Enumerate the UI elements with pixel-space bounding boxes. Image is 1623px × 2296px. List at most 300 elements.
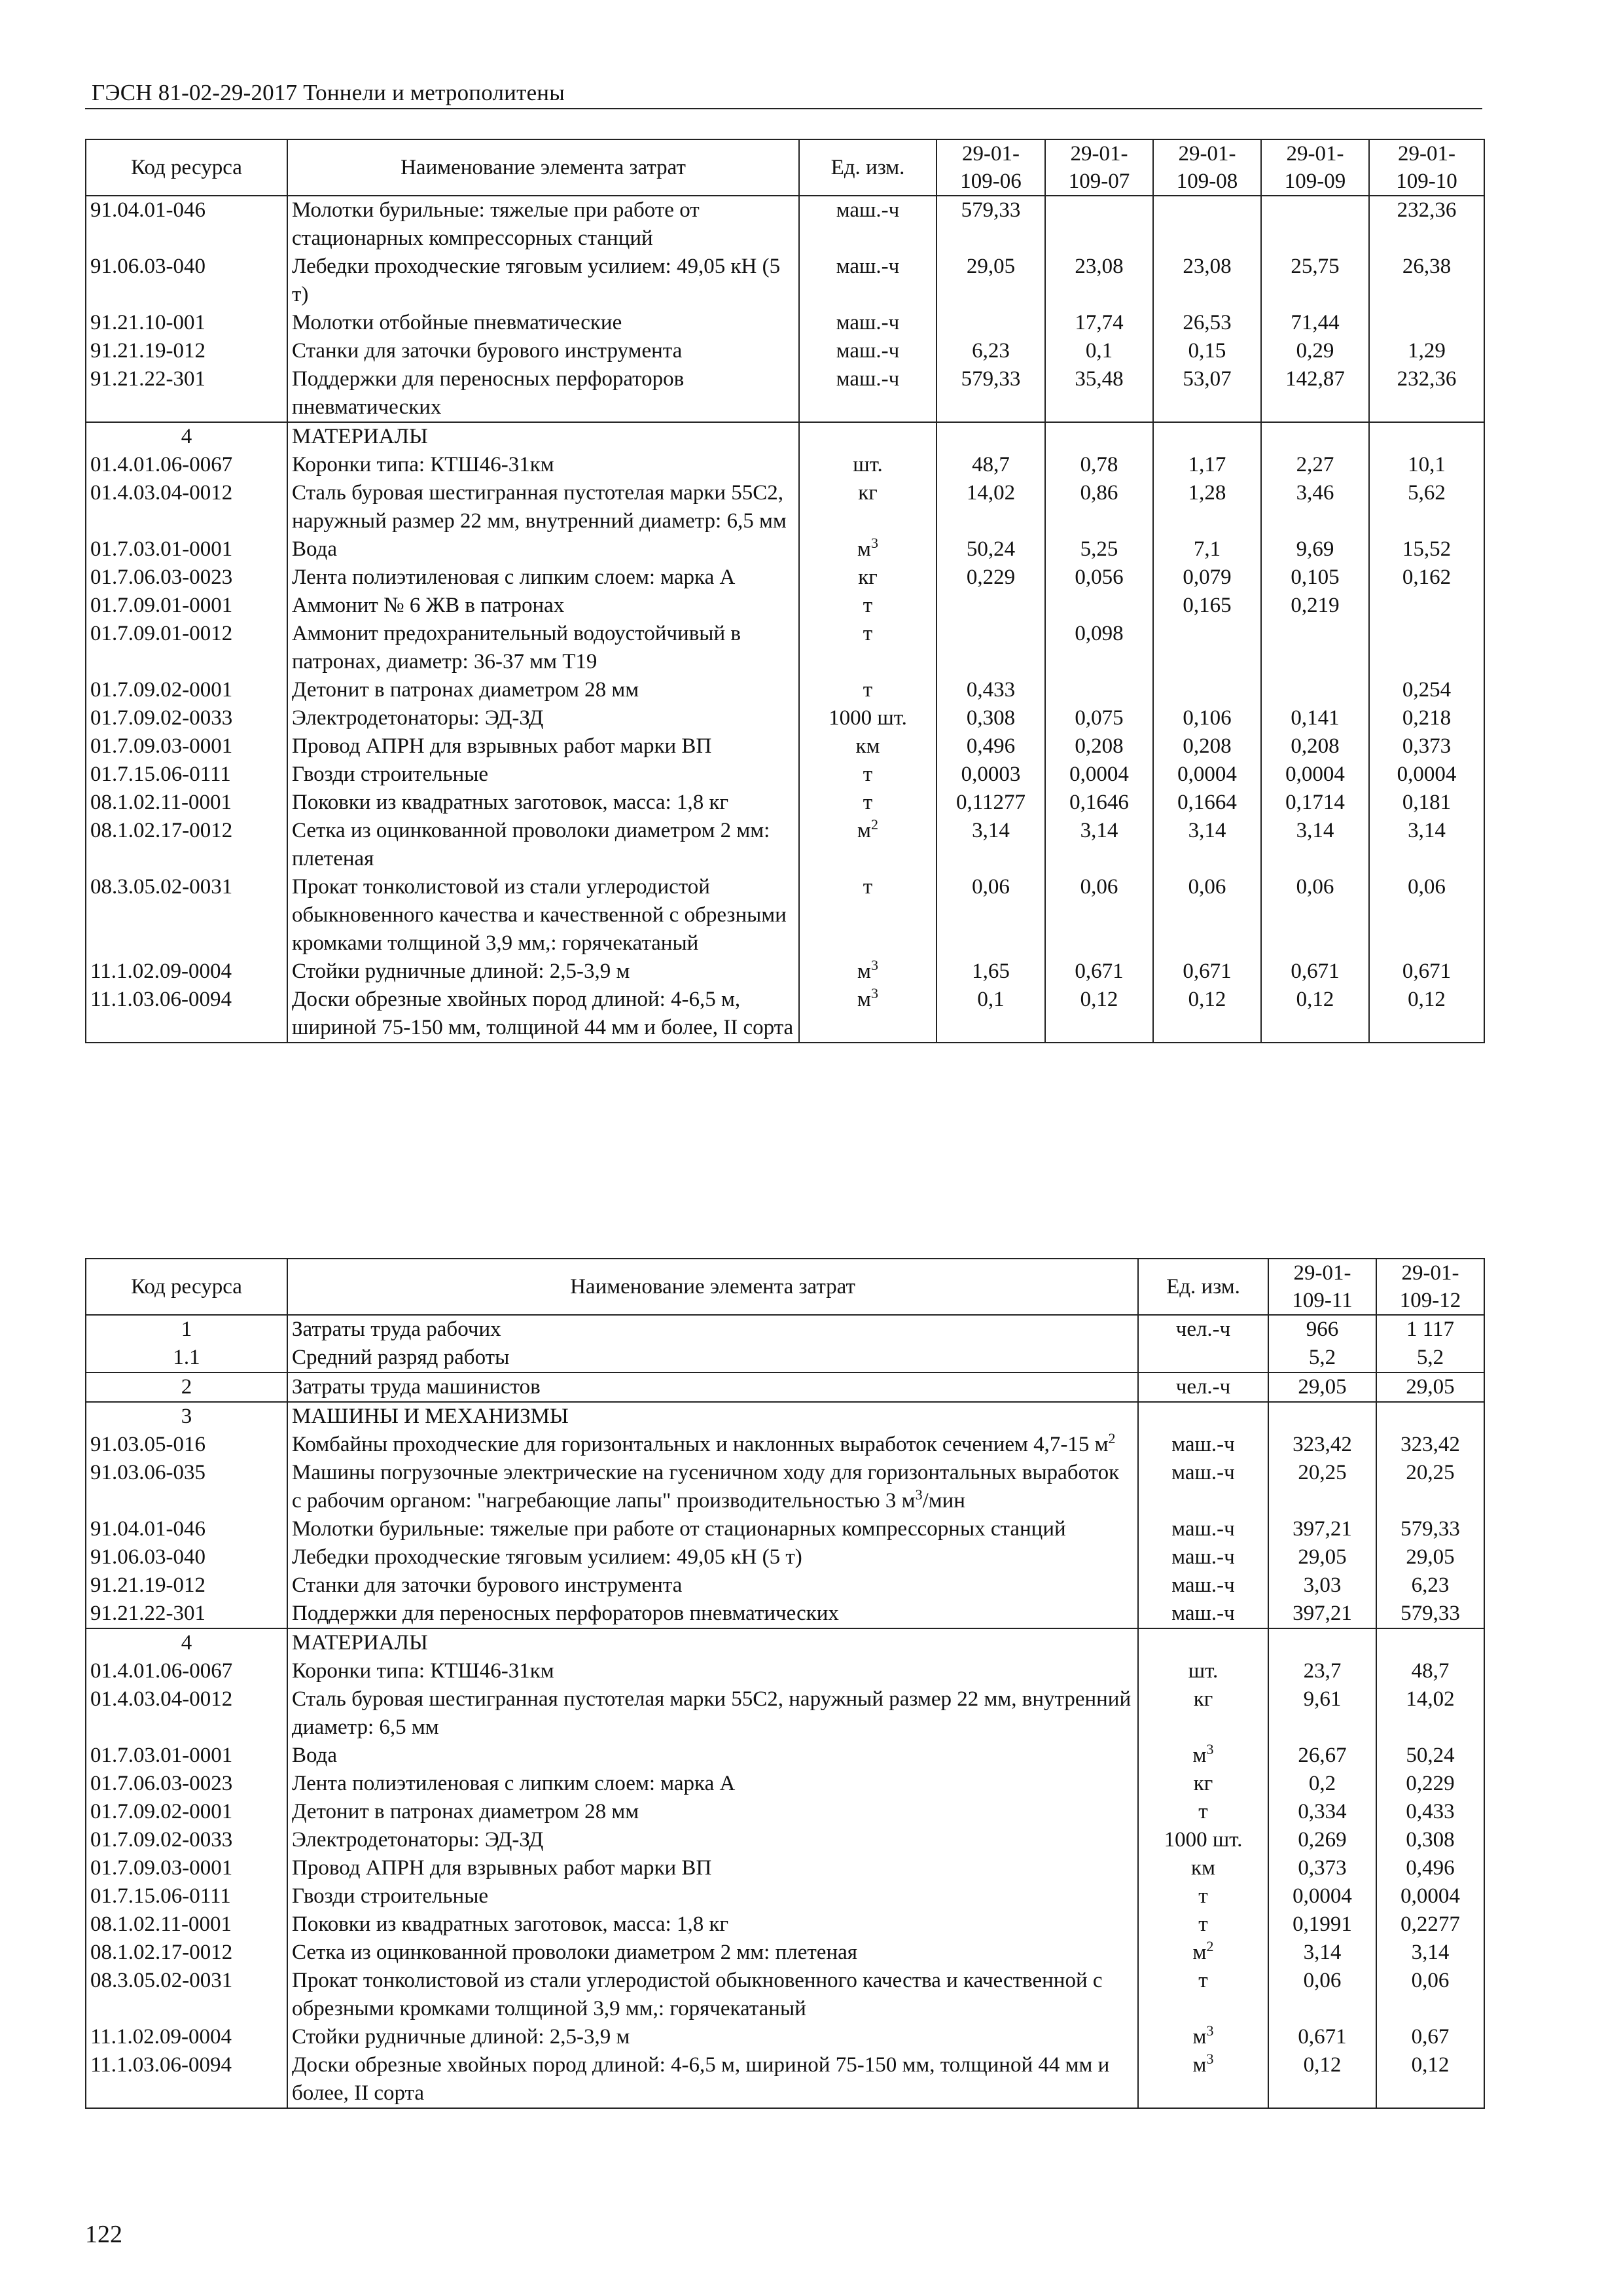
unit-of-measure bbox=[799, 986, 936, 1043]
table-row bbox=[86, 1459, 1484, 1515]
table-row bbox=[86, 1543, 1484, 1571]
table-row bbox=[86, 337, 1484, 365]
norm-value: 0,496 bbox=[1376, 1854, 1484, 1882]
unit-of-measure bbox=[799, 732, 936, 761]
resource-code: 91.21.19-012 bbox=[86, 1571, 287, 1600]
unit-text: м bbox=[857, 960, 871, 983]
cost-element-name bbox=[287, 676, 799, 704]
unit-superscript: 3 bbox=[870, 535, 878, 551]
cost-element-text: Доски обрезные хвойных пород длиной: 4-6,5 м, шириной 75-150 мм, толщиной 44 мм и более, II сорта bbox=[292, 988, 794, 1039]
cost-element-name bbox=[287, 1657, 1138, 1685]
unit-superscript: 3 bbox=[1206, 2051, 1214, 2067]
norm-value: 29,05 bbox=[1268, 1543, 1376, 1571]
unit-of-measure bbox=[1138, 1657, 1268, 1685]
resource-code: 01.7.09.01-0001 bbox=[86, 592, 287, 620]
norm-value: 23,08 bbox=[1153, 253, 1261, 309]
norm-value: 3,46 bbox=[1261, 479, 1369, 535]
norm-value: 0,141 bbox=[1261, 704, 1369, 732]
cost-element-text: Гвозди строительные bbox=[292, 1884, 489, 1908]
norm-value: 3,14 bbox=[1153, 817, 1261, 873]
norm-value: 48,7 bbox=[1376, 1657, 1484, 1685]
norm-value: 0,056 bbox=[1045, 564, 1153, 592]
unit-of-measure bbox=[1138, 1402, 1268, 1431]
cost-element-text: МАШИНЫ И МЕХАНИЗМЫ bbox=[292, 1405, 569, 1428]
unit-text: т bbox=[1198, 1884, 1208, 1908]
norm-value: 0,06 bbox=[1261, 873, 1369, 958]
unit-of-measure bbox=[799, 789, 936, 817]
norm-value bbox=[936, 309, 1045, 337]
norm-value: 3,14 bbox=[1268, 1939, 1376, 1967]
table-row bbox=[86, 620, 1484, 676]
unit-text: кг bbox=[1193, 1772, 1213, 1795]
cost-element-text: Прокат тонколистовой из стали углеродистой обыкновенного качества и качественной с обрезными кромками толщиной 3,9 мм,: горячекатаный bbox=[292, 1969, 1103, 2020]
table-row bbox=[86, 365, 1484, 422]
cost-element-name bbox=[287, 2051, 1138, 2108]
norm-value bbox=[1376, 1402, 1484, 1431]
table-row bbox=[86, 2051, 1484, 2108]
norm-value bbox=[1153, 422, 1261, 451]
norm-value: 0,671 bbox=[1153, 958, 1261, 986]
norm-value: 17,74 bbox=[1045, 309, 1153, 337]
norm-value: 0,269 bbox=[1268, 1826, 1376, 1854]
norm-value: 397,21 bbox=[1268, 1600, 1376, 1628]
unit-of-measure bbox=[1138, 1515, 1268, 1543]
norm-value: 0,15 bbox=[1153, 337, 1261, 365]
norm-value: 53,07 bbox=[1153, 365, 1261, 422]
norm-value: 0,229 bbox=[1376, 1770, 1484, 1798]
cost-element-text: Аммонит предохранительный водоустойчивый в патронах, диаметр: 36-37 мм Т19 bbox=[292, 622, 741, 673]
unit-of-measure bbox=[799, 761, 936, 789]
norm-value: 29,05 bbox=[1376, 1372, 1484, 1402]
table-row bbox=[86, 704, 1484, 732]
table-row bbox=[86, 564, 1484, 592]
cost-element-text: Лента полиэтиленовая с липким слоем: марка А bbox=[292, 565, 736, 589]
unit-text: кг bbox=[858, 565, 878, 589]
cost-element-name bbox=[287, 873, 799, 958]
unit-text: т bbox=[863, 762, 873, 786]
unit-text: т bbox=[1198, 1800, 1208, 1823]
unit-text: км bbox=[1191, 1856, 1215, 1880]
norm-value: 232,36 bbox=[1369, 196, 1484, 253]
cost-element-name bbox=[287, 958, 799, 986]
column-header: Наименование элемента затрат bbox=[287, 1259, 1138, 1315]
cost-element-name bbox=[287, 422, 799, 451]
norm-value: 0,162 bbox=[1369, 564, 1484, 592]
norm-value: 29,05 bbox=[1268, 1372, 1376, 1402]
norm-value bbox=[936, 592, 1045, 620]
norm-value: 0,254 bbox=[1369, 676, 1484, 704]
unit-superscript: 2 bbox=[870, 816, 878, 833]
resource-code: 3 bbox=[86, 1402, 287, 1431]
unit-text: маш.-ч bbox=[836, 367, 900, 391]
norm-value: 0,218 bbox=[1369, 704, 1484, 732]
norm-value: 0,06 bbox=[1045, 873, 1153, 958]
norm-value bbox=[1369, 620, 1484, 676]
norm-value: 3,14 bbox=[1369, 817, 1484, 873]
norm-value: 10,1 bbox=[1369, 451, 1484, 479]
cost-element-text: Вода bbox=[292, 537, 337, 561]
cost-element-name bbox=[287, 1967, 1138, 2023]
norm-value: 0,098 bbox=[1045, 620, 1153, 676]
norm-value: 0,2 bbox=[1268, 1770, 1376, 1798]
cost-element-text: Аммонит № 6 ЖВ в патронах bbox=[292, 594, 565, 617]
unit-text: чел.-ч bbox=[1175, 1375, 1231, 1399]
norm-value: 0,671 bbox=[1045, 958, 1153, 986]
resource-code: 91.21.22-301 bbox=[86, 365, 287, 422]
norm-value: 15,52 bbox=[1369, 535, 1484, 564]
norm-value: 1,65 bbox=[936, 958, 1045, 986]
unit-of-measure bbox=[1138, 1571, 1268, 1600]
norm-value: 0,165 bbox=[1153, 592, 1261, 620]
norm-value: 0,373 bbox=[1268, 1854, 1376, 1882]
norm-value bbox=[1261, 620, 1369, 676]
unit-of-measure bbox=[1138, 1431, 1268, 1459]
unit-text: м bbox=[857, 988, 871, 1011]
table-row bbox=[86, 1854, 1484, 1882]
norm-value: 3,14 bbox=[936, 817, 1045, 873]
resource-code: 01.7.15.06-0111 bbox=[86, 1882, 287, 1910]
norm-value: 0,308 bbox=[1376, 1826, 1484, 1854]
resource-code: 1 bbox=[86, 1315, 287, 1344]
norm-value: 0,334 bbox=[1268, 1798, 1376, 1826]
resource-code: 01.4.01.06-0067 bbox=[86, 1657, 287, 1685]
cost-element-name bbox=[287, 564, 799, 592]
unit-of-measure bbox=[1138, 1910, 1268, 1939]
table-row bbox=[86, 479, 1484, 535]
cost-element-text: Поддержки для переносных перфораторов пневматических bbox=[292, 1602, 839, 1625]
cost-element-text: Провод АПРН для взрывных работ марки ВП bbox=[292, 1856, 712, 1880]
norm-value: 0,208 bbox=[1261, 732, 1369, 761]
unit-of-measure bbox=[1138, 1939, 1268, 1967]
resource-code: 01.7.09.02-0001 bbox=[86, 1798, 287, 1826]
cost-element-text: Поковки из квадратных заготовок, масса: 1,8 кг bbox=[292, 791, 729, 814]
norm-value: 1,28 bbox=[1153, 479, 1261, 535]
cost-element-text: Детонит в патронах диаметром 28 мм bbox=[292, 678, 639, 702]
norm-value: 48,7 bbox=[936, 451, 1045, 479]
norm-value: 0,0004 bbox=[1376, 1882, 1484, 1910]
cost-element-name bbox=[287, 986, 799, 1043]
norm-value: 0,12 bbox=[1153, 986, 1261, 1043]
norm-value: 6,23 bbox=[936, 337, 1045, 365]
table-row bbox=[86, 1344, 1484, 1372]
unit-text: т bbox=[1198, 1912, 1208, 1936]
norm-value: 0,2277 bbox=[1376, 1910, 1484, 1939]
norm-value: 0,0004 bbox=[1369, 761, 1484, 789]
resource-code: 91.21.10-001 bbox=[86, 309, 287, 337]
cost-element-name bbox=[287, 704, 799, 732]
cost-element-text: Сталь буровая шестигранная пустотелая марки 55С2, наружный размер 22 мм, внутренний диаметр: 6,5 мм bbox=[292, 481, 787, 533]
cost-element-name bbox=[287, 592, 799, 620]
norm-value: 50,24 bbox=[1376, 1742, 1484, 1770]
column-header: Наименование элемента затрат bbox=[287, 139, 799, 196]
unit-of-measure bbox=[799, 704, 936, 732]
table-row bbox=[86, 1657, 1484, 1685]
unit-text: кг bbox=[858, 481, 878, 505]
unit-superscript: 3 bbox=[870, 957, 878, 973]
norm-value: 1,29 bbox=[1369, 337, 1484, 365]
resource-code: 01.7.09.03-0001 bbox=[86, 732, 287, 761]
norm-value: 0,1 bbox=[1045, 337, 1153, 365]
norm-value: 323,42 bbox=[1268, 1431, 1376, 1459]
table-row bbox=[86, 676, 1484, 704]
unit-text: чел.-ч bbox=[1175, 1318, 1231, 1341]
unit-of-measure bbox=[799, 337, 936, 365]
column-header: Ед. изм. bbox=[799, 139, 936, 196]
cost-element-name bbox=[287, 1770, 1138, 1798]
cost-element-text: Электродетонаторы: ЭД-ЗД bbox=[292, 1828, 544, 1852]
table-header-row bbox=[86, 1259, 1484, 1315]
cost-element-name bbox=[287, 1882, 1138, 1910]
norm-value: 71,44 bbox=[1261, 309, 1369, 337]
norm-value: 5,2 bbox=[1376, 1344, 1484, 1372]
resource-code: 91.03.06-035 bbox=[86, 1459, 287, 1515]
cost-element-text: Гвозди строительные bbox=[292, 762, 489, 786]
unit-of-measure bbox=[1138, 1854, 1268, 1882]
cost-element-name bbox=[287, 1600, 1138, 1628]
norm-value: 0,0004 bbox=[1261, 761, 1369, 789]
norm-value: 0,105 bbox=[1261, 564, 1369, 592]
cost-element-text: Лебедки проходческие тяговым усилием: 49,05 кН (5 т) bbox=[292, 255, 781, 306]
norm-value: 0,208 bbox=[1045, 732, 1153, 761]
column-header: 29-01- 109-12 bbox=[1376, 1259, 1484, 1315]
norm-value: 23,7 bbox=[1268, 1657, 1376, 1685]
norm-value: 0,671 bbox=[1261, 958, 1369, 986]
norm-value: 0,208 bbox=[1153, 732, 1261, 761]
resource-code: 01.7.09.01-0012 bbox=[86, 620, 287, 676]
unit-text: шт. bbox=[1188, 1659, 1219, 1683]
table-row bbox=[86, 1685, 1484, 1742]
unit-of-measure bbox=[799, 958, 936, 986]
unit-text: 1000 шт. bbox=[1164, 1828, 1243, 1852]
table-row bbox=[86, 196, 1484, 253]
table-row bbox=[86, 732, 1484, 761]
norm-value: 5,2 bbox=[1268, 1344, 1376, 1372]
column-header: Код ресурса bbox=[86, 139, 287, 196]
column-header: 29-01- 109-11 bbox=[1268, 1259, 1376, 1315]
norm-value: 0,106 bbox=[1153, 704, 1261, 732]
unit-of-measure bbox=[1138, 1967, 1268, 2023]
table-row bbox=[86, 2023, 1484, 2051]
resource-code: 91.03.05-016 bbox=[86, 1431, 287, 1459]
resource-code: 08.1.02.11-0001 bbox=[86, 789, 287, 817]
norm-value: 0,1 bbox=[936, 986, 1045, 1043]
resource-code: 11.1.03.06-0094 bbox=[86, 986, 287, 1043]
cost-element-name bbox=[287, 761, 799, 789]
resource-code: 91.04.01-046 bbox=[86, 1515, 287, 1543]
norm-value bbox=[1268, 1628, 1376, 1657]
norm-value: 35,48 bbox=[1045, 365, 1153, 422]
norm-value bbox=[1376, 1628, 1484, 1657]
norm-value: 0,0004 bbox=[1268, 1882, 1376, 1910]
norm-value: 323,42 bbox=[1376, 1431, 1484, 1459]
table-row bbox=[86, 761, 1484, 789]
norm-value bbox=[936, 422, 1045, 451]
cost-element-text: Электродетонаторы: ЭД-ЗД bbox=[292, 706, 544, 730]
norm-value: 0,0003 bbox=[936, 761, 1045, 789]
norm-value: 0,671 bbox=[1369, 958, 1484, 986]
norm-value: 142,87 bbox=[1261, 365, 1369, 422]
norm-value: 0,06 bbox=[1376, 1967, 1484, 2023]
cost-element-text: Комбайны проходческие для горизонтальных и наклонных выработок сечением 4,7-15 м bbox=[292, 1433, 1109, 1456]
norm-value: 579,33 bbox=[1376, 1515, 1484, 1543]
norm-value: 20,25 bbox=[1268, 1459, 1376, 1515]
norm-value bbox=[1153, 620, 1261, 676]
cost-element-text: Лебедки проходческие тяговым усилием: 49,05 кН (5 т) bbox=[292, 1545, 802, 1569]
header-divider bbox=[85, 108, 1482, 109]
resource-code: 91.06.03-040 bbox=[86, 1543, 287, 1571]
unit-text: м bbox=[1192, 1941, 1207, 1964]
table-row bbox=[86, 1742, 1484, 1770]
unit-of-measure bbox=[1138, 1344, 1268, 1372]
cost-element-name bbox=[287, 1685, 1138, 1742]
table-row bbox=[86, 253, 1484, 309]
norm-value: 23,08 bbox=[1045, 253, 1153, 309]
norm-value: 0,181 bbox=[1369, 789, 1484, 817]
cost-element-text: Машины погрузочные электрические на гусеничном ходу для горизонтальных выработок с рабочим органом: "нагребающие лапы" производительностью 3 м bbox=[292, 1461, 1120, 1513]
superscript: 3 bbox=[915, 1486, 923, 1503]
table-row bbox=[86, 1571, 1484, 1600]
unit-text: т bbox=[863, 678, 873, 702]
cost-element-name bbox=[287, 196, 799, 253]
unit-of-measure bbox=[1138, 1826, 1268, 1854]
unit-of-measure bbox=[799, 873, 936, 958]
norm-value: 0,1991 bbox=[1268, 1910, 1376, 1939]
norm-value: 20,25 bbox=[1376, 1459, 1484, 1515]
unit-of-measure bbox=[799, 817, 936, 873]
norm-value: 0,433 bbox=[936, 676, 1045, 704]
unit-text: маш.-ч bbox=[1171, 1545, 1235, 1569]
norm-value bbox=[1261, 422, 1369, 451]
table-row bbox=[86, 451, 1484, 479]
unit-of-measure bbox=[1138, 1600, 1268, 1628]
norm-value: 26,53 bbox=[1153, 309, 1261, 337]
unit-text: маш.-ч bbox=[1171, 1602, 1235, 1625]
table-row bbox=[86, 1628, 1484, 1657]
cost-element-name bbox=[287, 1431, 1138, 1459]
column-header: 29-01- 109-07 bbox=[1045, 139, 1153, 196]
resource-code: 08.1.02.17-0012 bbox=[86, 817, 287, 873]
unit-text: т bbox=[1198, 1969, 1208, 1992]
resource-code: 08.3.05.02-0031 bbox=[86, 873, 287, 958]
cost-element-text: Молотки бурильные: тяжелые при работе от стационарных компрессорных станций bbox=[292, 198, 700, 250]
unit-text: т bbox=[863, 875, 873, 899]
resource-code: 01.7.09.02-0001 bbox=[86, 676, 287, 704]
norm-value: 0,06 bbox=[1268, 1967, 1376, 2023]
cost-element-name bbox=[287, 451, 799, 479]
unit-of-measure bbox=[799, 479, 936, 535]
norm-value: 29,05 bbox=[1376, 1543, 1484, 1571]
cost-element-name bbox=[287, 1628, 1138, 1657]
resource-table-2 bbox=[85, 1258, 1485, 2109]
resource-code: 08.3.05.02-0031 bbox=[86, 1967, 287, 2023]
norm-value: 0,0004 bbox=[1153, 761, 1261, 789]
unit-of-measure bbox=[1138, 1628, 1268, 1657]
norm-value: 0,219 bbox=[1261, 592, 1369, 620]
table-row bbox=[86, 1372, 1484, 1402]
norm-value: 579,33 bbox=[936, 365, 1045, 422]
table-row bbox=[86, 535, 1484, 564]
cost-element-text: Детонит в патронах диаметром 28 мм bbox=[292, 1800, 639, 1823]
cost-element-text: Сетка из оцинкованной проволоки диаметром 2 мм: плетеная bbox=[292, 819, 770, 870]
norm-value bbox=[1045, 196, 1153, 253]
cost-element-name bbox=[287, 1315, 1138, 1344]
norm-value: 3,14 bbox=[1045, 817, 1153, 873]
cost-element-name bbox=[287, 1742, 1138, 1770]
resource-code: 01.7.06.03-0023 bbox=[86, 1770, 287, 1798]
cost-element-text: Коронки типа: КТШ46-31км bbox=[292, 453, 554, 476]
unit-text: маш.-ч bbox=[836, 311, 900, 334]
norm-value: 0,496 bbox=[936, 732, 1045, 761]
norm-value: 5,25 bbox=[1045, 535, 1153, 564]
resource-code: 01.7.15.06-0111 bbox=[86, 761, 287, 789]
cost-element-name bbox=[287, 1515, 1138, 1543]
table-row bbox=[86, 1770, 1484, 1798]
table-body bbox=[86, 1315, 1484, 2108]
page-header-title: ГЭСН 81-02-29-2017 Тоннели и метрополитены bbox=[92, 80, 565, 105]
norm-value: 3,03 bbox=[1268, 1571, 1376, 1600]
unit-superscript: 2 bbox=[1206, 1938, 1214, 1954]
cost-element-text: Станки для заточки бурового инструмента bbox=[292, 1573, 683, 1597]
resource-code: 01.7.03.01-0001 bbox=[86, 535, 287, 564]
norm-value bbox=[1268, 1402, 1376, 1431]
unit-of-measure bbox=[799, 564, 936, 592]
column-header: Ед. изм. bbox=[1138, 1259, 1268, 1315]
norm-value: 579,33 bbox=[936, 196, 1045, 253]
unit-of-measure bbox=[1138, 1798, 1268, 1826]
unit-of-measure bbox=[1138, 1882, 1268, 1910]
resource-code: 01.4.03.04-0012 bbox=[86, 1685, 287, 1742]
resource-code: 91.06.03-040 bbox=[86, 253, 287, 309]
cost-element-name bbox=[287, 1543, 1138, 1571]
norm-value: 1 117 bbox=[1376, 1315, 1484, 1344]
norm-value: 0,12 bbox=[1376, 2051, 1484, 2108]
table-row bbox=[86, 986, 1484, 1043]
unit-of-measure bbox=[799, 620, 936, 676]
table-row bbox=[86, 422, 1484, 451]
unit-text: маш.-ч bbox=[1171, 1517, 1235, 1541]
cost-element-text: Затраты труда машинистов bbox=[292, 1375, 541, 1399]
resource-code: 01.4.03.04-0012 bbox=[86, 479, 287, 535]
unit-text: м bbox=[1192, 2053, 1207, 2077]
cost-element-name bbox=[287, 1910, 1138, 1939]
norm-value: 0,308 bbox=[936, 704, 1045, 732]
unit-text: шт. bbox=[853, 453, 883, 476]
table-header-row bbox=[86, 139, 1484, 196]
cost-element-text: Лента полиэтиленовая с липким слоем: марка А bbox=[292, 1772, 736, 1795]
cost-element-text: Поддержки для переносных перфораторов пневматических bbox=[292, 367, 685, 419]
cost-element-name bbox=[287, 817, 799, 873]
norm-value: 29,05 bbox=[936, 253, 1045, 309]
unit-text: кг bbox=[1193, 1687, 1213, 1711]
unit-superscript: 3 bbox=[1206, 2022, 1214, 2039]
norm-value: 0,12 bbox=[1261, 986, 1369, 1043]
norm-value: 0,1714 bbox=[1261, 789, 1369, 817]
table-row bbox=[86, 1939, 1484, 1967]
unit-of-measure bbox=[799, 535, 936, 564]
norm-value: 0,12 bbox=[1369, 986, 1484, 1043]
unit-of-measure bbox=[1138, 1315, 1268, 1344]
norm-value: 0,0004 bbox=[1045, 761, 1153, 789]
cost-element-text: Коронки типа: КТШ46-31км bbox=[292, 1659, 554, 1683]
norm-value: 6,23 bbox=[1376, 1571, 1484, 1600]
norm-value bbox=[1045, 592, 1153, 620]
norm-value: 0,079 bbox=[1153, 564, 1261, 592]
unit-text: т bbox=[863, 622, 873, 645]
cost-element-text: Затраты труда рабочих bbox=[292, 1318, 501, 1341]
resource-code: 11.1.03.06-0094 bbox=[86, 2051, 287, 2108]
unit-of-measure bbox=[799, 196, 936, 253]
unit-text: маш.-ч bbox=[1171, 1573, 1235, 1597]
